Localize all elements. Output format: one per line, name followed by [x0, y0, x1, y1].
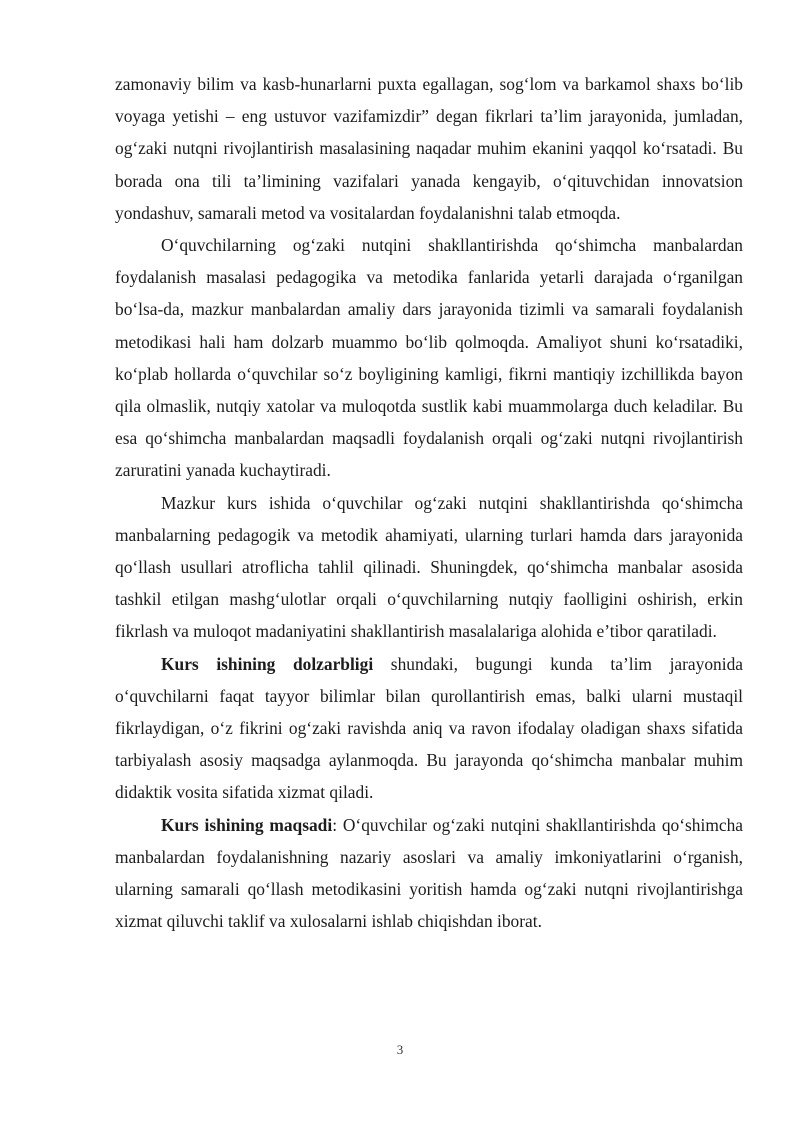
- paragraph-relevance: [115, 648, 743, 809]
- paragraph-goal: [115, 809, 743, 938]
- goal-text: : O‘quvchilar og‘zaki nutqini shakllantirishda qo‘shimcha manbalardan foydalanishning nazariy asoslari va amaliy imkoniyatlarini o‘rganish, ularning samarali qo‘llash metodikasini yoritish hamda og‘zaki nutqni rivojlantirishga xizmat qiluvchi taklif va xulosalarni ishlab chiqishdan iborat.: [115, 814, 743, 932]
- paragraph-problem-statement: O‘quvchilarning og‘zaki nutqini shakllantirishda qo‘shimcha manbalardan foydalanish masalasi pedagogika va metodika fanlarida yetarli darajada o‘rganilgan bo‘lsa-da, mazkur manbalardan amaliy dars jarayonida tizimli va samarali foydalanish metodikasi hali ham dolzarb muammo bo‘lib qolmoqda. Amaliyot shuni ko‘rsatadiki, ko‘plab hollarda o‘quvchilar so‘z boyligining kamligi, fikrni mantiqiy izchillikda bayon qila olmaslik, nutqiy xatolar va muloqotda sustlik kabi muammolarga duch keladilar. Bu esa qo‘shimcha manbalardan maqsadli foydalanish orqali og‘zaki nutqni rivojlantirish zaruratini yanada kuchaytiradi.: [115, 235, 743, 481]
- relevance-text: shundaki, bugungi kunda ta’lim jarayonida o‘quvchilarni faqat tayyor bilimlar bilan qurollantirish emas, balki ularni mustaqil fikrlaydigan, o‘z fikrini og‘zaki ravishda aniq va ravon ifodalay oladigan shaxs sifatida tarbiyalash asosiy maqsadga aylanmoqda. Bu jarayonda qo‘shimcha manbalar muhim didaktik vosita sifatida xizmat qiladi.: [115, 653, 743, 803]
- document-page: [115, 68, 743, 937]
- paragraph-course-scope: Mazkur kurs ishida o‘quvchilar og‘zaki nutqini shakllantirishda qo‘shimcha manbalarning pedagogik va metodik ahamiyati, ularning turlari hamda dars jarayonida qo‘llash usullari atroflicha tahlil qilinadi. Shuningdek, qo‘shimcha manbalar asosida tashkil etilgan mashg‘ulotlar orqali o‘quvchilarning nutqiy faolligini oshirish, erkin fikrlash va muloqot madaniyatini shakllantirish masalalariga alohida e’tibor qaratiladi.: [115, 492, 743, 642]
- paragraph-intro-continuation: zamonaviy bilim va kasb-hunarlarni puxta egallagan, sog‘lom va barkamol shaxs bo‘lib voyaga yetishi – eng ustuvor vazifamizdir” degan fikrlari ta’lim jarayonida, jumladan, og‘zaki nutqni rivojlantirish masalasining naqadar muhim ekanini yaqqol ko‘rsatadi. Bu borada ona tili ta’limining vazifalari yanada kengayib, o‘qituvchidan innovatsion yondashuv, samarali metod va vositalardan foydalanishni talab etmoqda.: [115, 74, 743, 223]
- relevance-heading: Kurs ishining dolzarbligi: [161, 653, 374, 674]
- goal-heading: Kurs ishining maqsadi: [161, 814, 333, 835]
- page-number: 3: [396, 1042, 404, 1057]
